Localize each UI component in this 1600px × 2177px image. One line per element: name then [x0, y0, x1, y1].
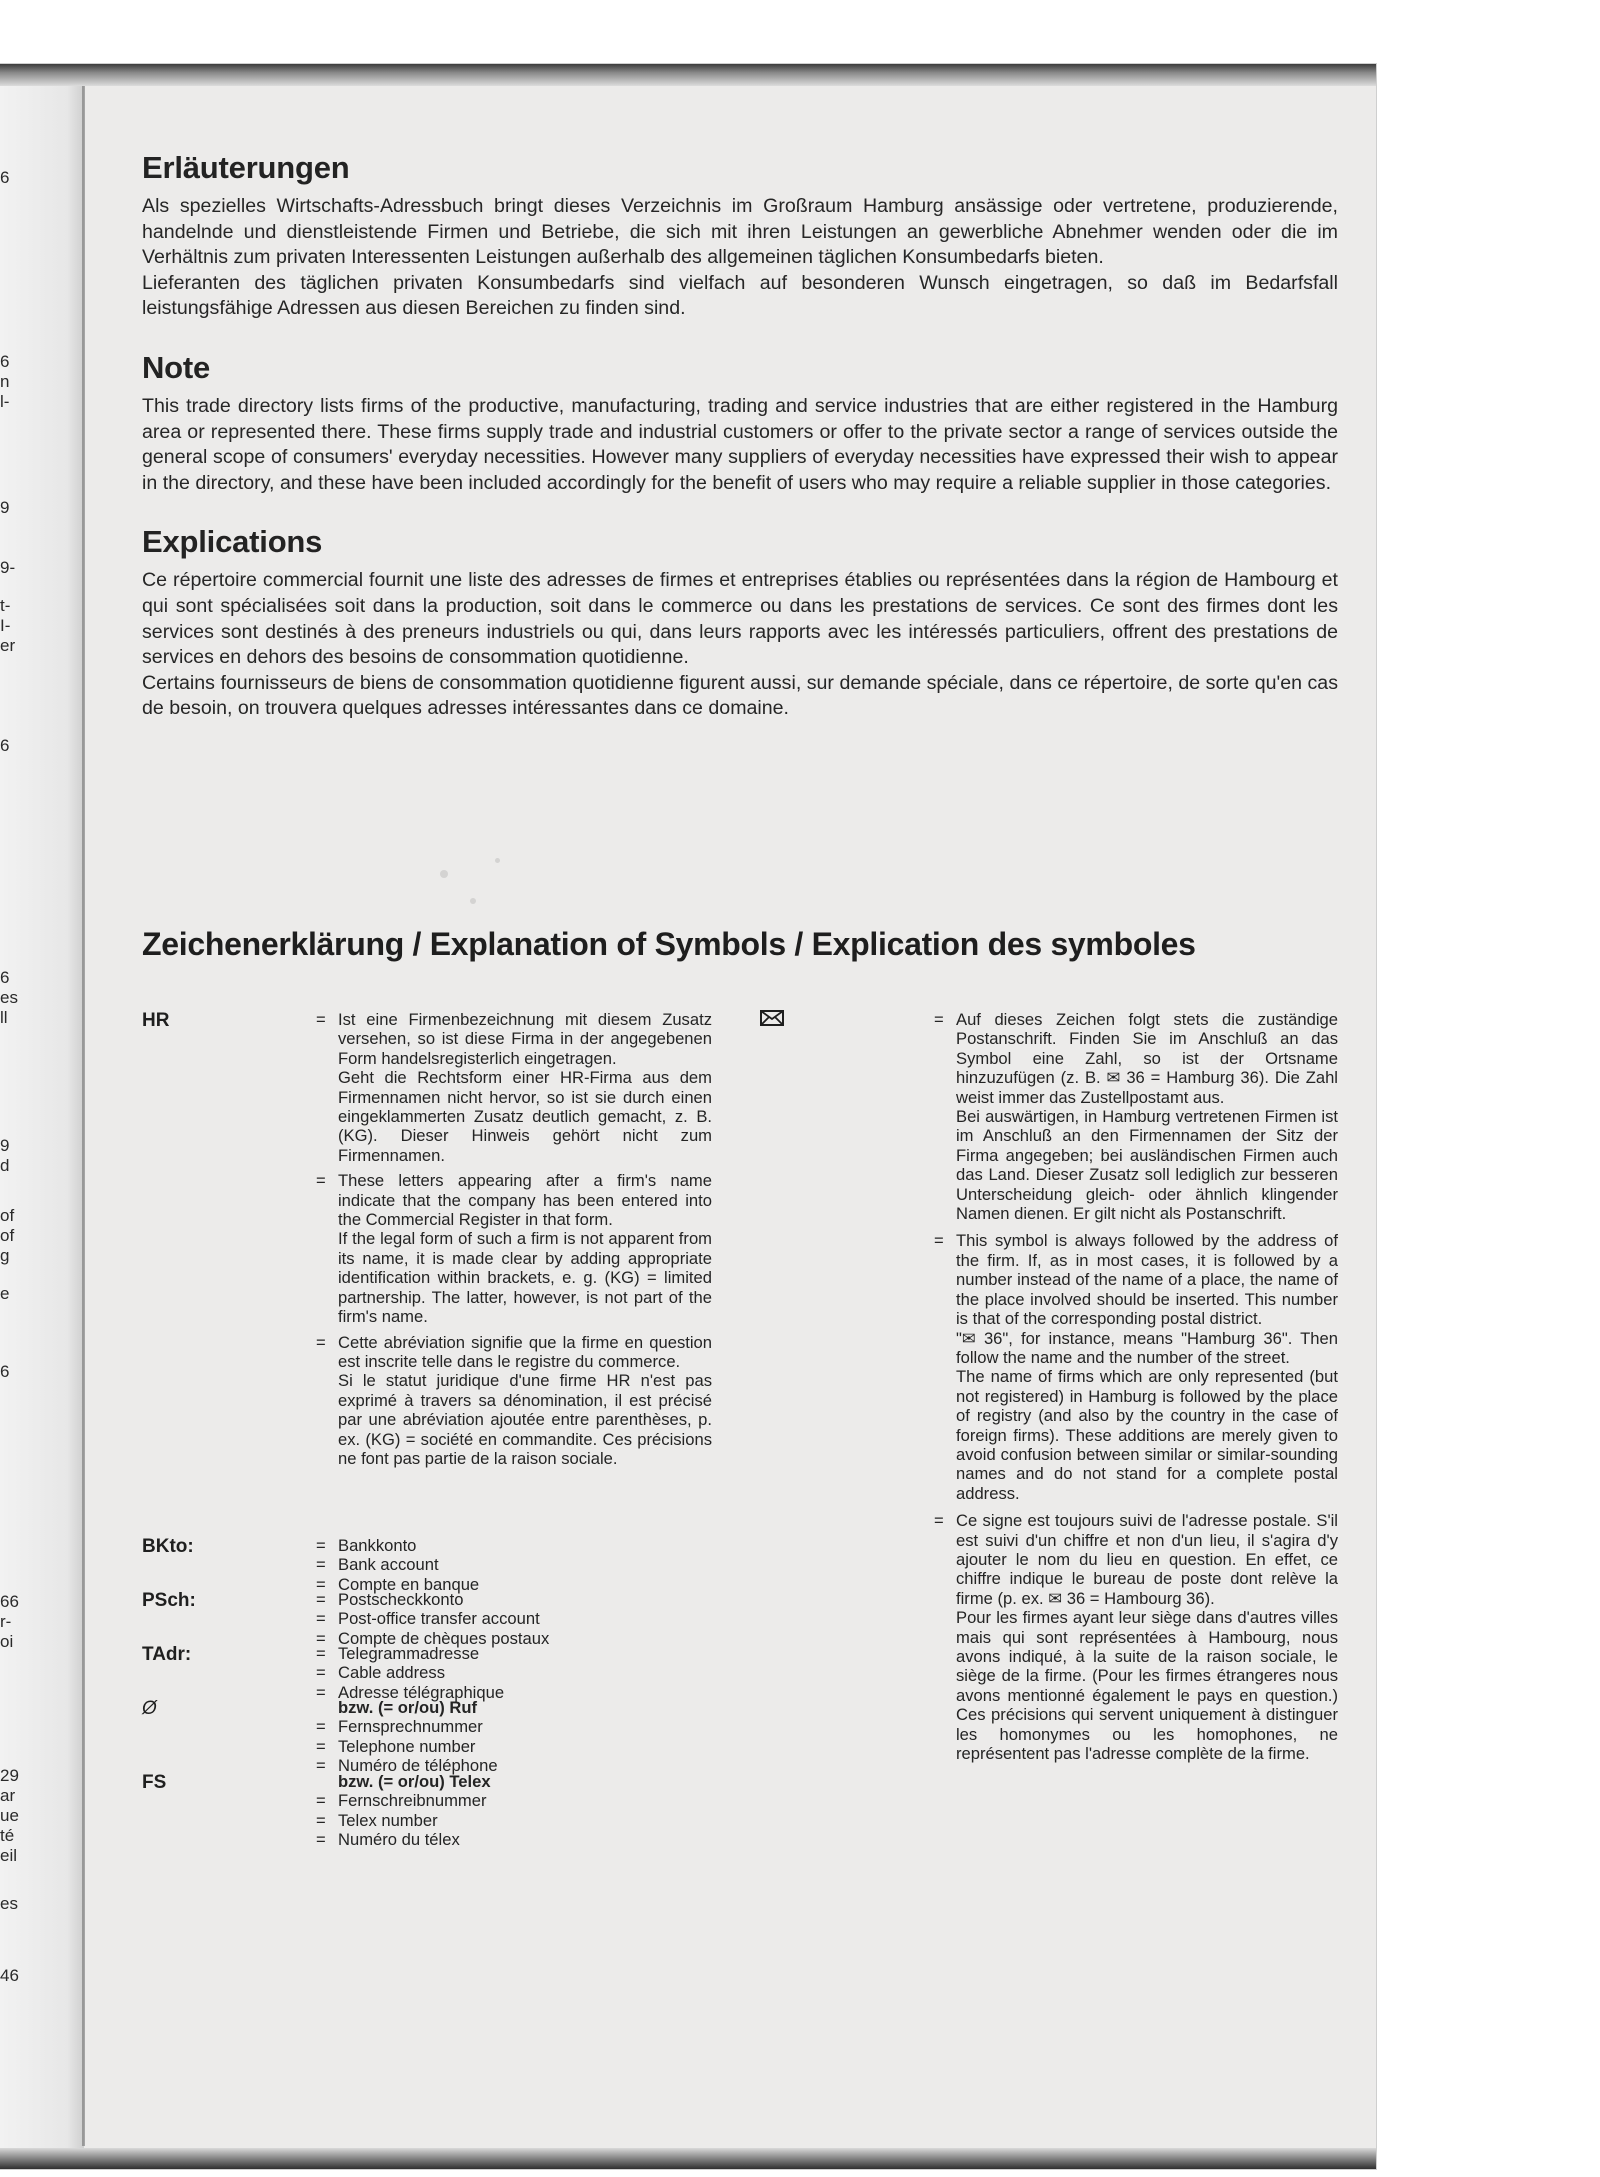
definition-text: Si le statut juridique d'une firme HR n'est pas exprimé à travers sa dénomination, il est précisé par une abréviation ajoutée entre parenthèses, p. ex. (KG) = société en commandite. Ces précisions ne font pas partie de la raison sociale.	[338, 1371, 712, 1468]
definition-text: Bei auswärtigen, in Hamburg vertretenen Firmen ist im Anschluß an den Firmennamen der Sitz der Firma angegeben; bei ausländischen Firmen auch das Land. Dieser Zusatz soll lediglich zur besseren Unterscheidung gleich- oder ähnlich klingender Namen dienen. Er gilt nicht als Postanschrift.	[956, 1107, 1338, 1224]
margin-fragment-text: 46	[0, 1966, 19, 1985]
margin-fragment-text: r-	[0, 1612, 12, 1631]
definition-item	[934, 1010, 1338, 1223]
equals-sign: =	[316, 1536, 326, 1555]
definition-text: Compte de chèques postaux	[338, 1628, 550, 1648]
section-heading-en: Note	[142, 349, 211, 385]
margin-fragment-text: té	[0, 1826, 15, 1845]
definition-text: "✉ 36", for instance, means "Hamburg 36". Then follow the name and the number of the street.	[956, 1328, 1338, 1367]
margin-fragment-text: 9	[0, 1136, 10, 1155]
equals-sign: =	[316, 1791, 326, 1811]
page-bottom-edge	[0, 2148, 1376, 2169]
equals-sign: =	[934, 1511, 944, 1531]
definition-text: Post-office transfer account	[338, 1609, 540, 1629]
symbol-entry	[142, 1590, 712, 1648]
definition-item	[316, 1717, 712, 1736]
margin-fragment-text: of	[0, 1226, 15, 1245]
envelope-icon	[760, 1010, 784, 1031]
margin-fragment	[0, 968, 24, 1028]
definition-text: Telephone number	[338, 1736, 476, 1756]
definition-item	[316, 1010, 712, 1165]
definition-text: Telex number	[338, 1810, 438, 1830]
margin-fragment-text: 6	[0, 736, 10, 755]
symbol-entry	[142, 1772, 712, 1850]
symbol-entry	[142, 1536, 712, 1594]
section-text-fr	[142, 568, 1338, 722]
paragraph: Certains fournisseurs de biens de consommation quotidienne figurent aussi, sur demande spéciale, dans ce répertoire, de sorte qu'en cas de besoin, on trouvera quelques adresses intéressantes dans ce domaine.	[142, 671, 1338, 720]
symbols-right-column	[760, 1010, 1338, 1763]
margin-fragment-text: I-	[0, 616, 11, 635]
definition-item	[316, 1536, 712, 1555]
margin-fragment-text: d	[0, 1156, 10, 1175]
symbol-definitions	[316, 1010, 712, 1468]
margin-fragment-text: g	[0, 1246, 10, 1265]
equals-sign: =	[316, 1644, 326, 1663]
symbol-definitions	[316, 1698, 712, 1776]
margin-fragment-text: e	[0, 1284, 10, 1303]
margin-fragment	[0, 1362, 24, 1382]
section-heading-de: Erläuterungen	[142, 150, 350, 185]
paragraph: This trade directory lists firms of the productive, manufacturing, trading and service industries that are either registered in the Hamburg area or represented there. These firms supply trade and industrial customers or offer to the private sector a range of services outside the general scope of consumers' everyday necessities. However many suppliers of everyday necessities have expressed their wish to appear in the directory, and these have been included accordingly for the benefit of users who may require a reliable supplier in those categories.	[142, 394, 1338, 494]
section-text-en	[142, 394, 1338, 496]
definition-item	[316, 1830, 712, 1849]
symbol-entry	[142, 1644, 712, 1702]
symbol-definitions	[316, 1536, 712, 1594]
margin-fragment-text: er	[0, 636, 16, 655]
margin-fragment-text: n	[0, 372, 10, 391]
definition-text: Cette abréviation signifie que la firme en question est inscrite telle dans le registre du commerce.	[338, 1332, 712, 1371]
definition-text: Fernsprechnummer	[338, 1717, 483, 1737]
margin-fragment-text: ll	[0, 1008, 8, 1027]
page-fold-line	[82, 86, 85, 2146]
paragraph: Als spezielles Wirtschafts-Adressbuch bringt dieses Verzeichnis im Großraum Hamburg ansässige oder vertretene, produzierende, handelnde und dienstleistende Firmen und Betriebe, die sich mit ihren Leistungen an gewerbliche Abnehmer wenden oder die im Verhältnis zum privaten Interessenten Leistungen außerhalb des allgemeinen täglichen Konsumbedarfs bieten.	[142, 195, 1338, 269]
section-french	[142, 524, 1338, 722]
paragraph: Ce répertoire commercial fournit une liste des adresses de firmes et entreprises établies ou représentées dans la région de Hambourg et qui sont spécialisées soit dans la production, soit dans le commerce ou dans les prestations de services. Ce sont des firmes dont les services sont destinés à des preneurs industriels ou qui, dans leurs rapports avec les intéressés particuliers, offrent des prestations de services en dehors des besoins de consommation quotidienne.	[142, 569, 1338, 669]
section-text-de	[142, 194, 1338, 322]
margin-fragment-text: 9-	[0, 558, 16, 577]
margin-fragment	[0, 1592, 24, 1652]
symbol-definitions	[316, 1644, 712, 1702]
margin-fragment	[0, 1284, 24, 1304]
definition-text: Geht die Rechtsform einer HR-Firma aus dem Firmennamen nicht hervor, so ist sie durch einen eingeklammerten Zusatz deutlich gemacht, z. B. (KG). Dieser Hinweis gehört nicht zum Firmennamen.	[338, 1068, 712, 1165]
margin-fragment-text: eil	[0, 1846, 18, 1865]
symbol-abbreviation: PSch:	[142, 1590, 196, 1611]
definition-text: Bank account	[338, 1555, 439, 1575]
equals-sign: =	[316, 1830, 326, 1850]
equals-sign: =	[316, 1332, 326, 1352]
margin-fragment-text: l-	[0, 392, 10, 411]
margin-fragment	[0, 1966, 24, 1986]
definition-text: Compte en banque	[338, 1574, 480, 1594]
margin-fragment-text: 29	[0, 1766, 19, 1785]
equals-sign: =	[316, 1736, 326, 1756]
symbol-abbreviation: Ø	[142, 1698, 157, 1719]
margin-fragment	[0, 1206, 24, 1266]
intro-sections	[142, 150, 1338, 722]
symbol-header: bzw. (= or/ou) Ruf	[338, 1698, 478, 1717]
definition-item	[316, 1171, 712, 1326]
margin-fragment	[0, 1136, 24, 1176]
margin-fragment-text: oi	[0, 1632, 14, 1651]
envelope-definitions	[934, 1010, 1338, 1763]
definition-item	[316, 1644, 712, 1663]
equals-sign: =	[316, 1609, 326, 1629]
equals-sign: =	[934, 1010, 944, 1029]
margin-fragment-text: 9	[0, 498, 10, 517]
definition-text: Adresse télégraphique	[338, 1682, 505, 1702]
ink-speck	[495, 858, 500, 863]
definition-item	[316, 1737, 712, 1756]
margin-fragment-text: es	[0, 1894, 18, 1913]
paragraph: Lieferanten des täglichen privaten Konsumbedarfs sind vielfach auf besonderen Wunsch eingetragen, so daß im Bedarfsfall leistungsfähige Adressen aus diesen Bereichen zu finden sind.	[142, 271, 1338, 320]
symbol-abbreviation: TAdr:	[142, 1644, 192, 1665]
margin-fragment-text: t-	[0, 596, 11, 615]
equals-sign: =	[934, 1231, 944, 1251]
definition-text: This symbol is always followed by the address of the firm. If, as in most cases, it is followed by a number instead of the name of a place, the name of the place involved should be inserted. This number is that of the corresponding postal district.	[956, 1231, 1338, 1329]
margin-fragment	[0, 596, 24, 656]
equals-sign: =	[316, 1171, 326, 1191]
margin-fragment-text: of	[0, 1206, 15, 1225]
equals-sign: =	[316, 1590, 326, 1609]
symbol-definitions	[316, 1772, 712, 1850]
symbol-header: bzw. (= or/ou) Telex	[338, 1772, 491, 1791]
symbol-abbreviation: BKto:	[142, 1536, 194, 1557]
margin-fragment	[0, 1766, 24, 1866]
equals-sign: =	[316, 1628, 326, 1648]
equals-sign: =	[316, 1682, 326, 1702]
symbol-abbreviation: HR	[142, 1010, 170, 1031]
definition-item	[316, 1791, 712, 1810]
margin-fragment	[0, 498, 24, 518]
margin-fragment	[0, 558, 24, 578]
definition-text: The name of firms which are only represented (but not registered) in Hamburg is followed by the place of registry (and also by the country in the case of foreign firms). These additions are merely given to avoid confusion between similar or similar-sounding names and do not stand for a complete postal address.	[956, 1367, 1338, 1503]
margin-fragment-text: 6	[0, 168, 10, 187]
equals-sign: =	[316, 1756, 326, 1776]
definition-text: Ce signe est toujours suivi de l'adresse postale. S'il est suivi d'un chiffre et non d'un lieu, il s'agira d'y ajouter le nom du lieu en question. En effet, ce chiffre indique le bureau de poste dont relève la firme (p. ex. ✉ 36 = Hambourg 36).	[956, 1511, 1338, 1608]
symbol-entry	[142, 1698, 712, 1776]
margin-fragment-text: ue	[0, 1806, 19, 1825]
margin-fragment-text: es	[0, 988, 18, 1007]
equals-sign: =	[316, 1555, 326, 1575]
section-english	[142, 350, 1338, 496]
definition-item	[316, 1333, 712, 1469]
equals-sign: =	[316, 1574, 326, 1594]
definition-item	[316, 1811, 712, 1830]
equals-sign: =	[316, 1663, 326, 1683]
margin-fragment-text: 66	[0, 1592, 19, 1611]
section-heading-fr: Explications	[142, 524, 323, 560]
equals-sign: =	[316, 1717, 326, 1737]
definition-text: Numéro du télex	[338, 1830, 460, 1850]
definition-item	[316, 1663, 712, 1682]
symbols-title: Zeichenerklärung / Explanation of Symbols / Explication des symboles	[142, 926, 1196, 962]
definition-text: Fernschreibnummer	[338, 1791, 487, 1811]
definition-text: Auf dieses Zeichen folgt stets die zuständige Postanschrift. Finden Sie im Anschluß an das Symbol eine Zahl, so ist der Ortsname hinzuzufügen (z. B. ✉ 36 = Hamburg 36). Die Zahl weist immer das Zustellpostamt aus.	[956, 1010, 1338, 1107]
margin-fragment	[0, 1894, 24, 1914]
definition-text: Cable address	[338, 1663, 446, 1683]
margin-fragment	[0, 352, 24, 412]
definition-item	[934, 1511, 1338, 1763]
margin-fragment-text: 6	[0, 1362, 10, 1381]
margin-fragment	[0, 168, 24, 188]
page-top-edge	[0, 64, 1376, 86]
margin-fragment	[0, 736, 24, 756]
margin-fragment-text: ar	[0, 1786, 16, 1805]
definition-text: Numéro de téléphone	[338, 1756, 498, 1776]
equals-sign: =	[316, 1010, 326, 1029]
symbol-definitions	[316, 1590, 712, 1648]
definition-text: Bankkonto	[338, 1536, 417, 1555]
definition-item	[316, 1555, 712, 1574]
symbol-entry	[142, 1010, 712, 1468]
definition-item	[934, 1231, 1338, 1503]
definition-text: Pour les firmes ayant leur siège dans d'autres villes mais qui sont représentées à Hambourg, nous avons indiqué, à la suite de la raison sociale, le siège de la firme. (Pour les firmes étrangeres nous avons mentionné également le pays en question.) Ces précisions qui servent uniquement à distinguer les homonymes ou les homophones, ne représentent pas l'adresse complète de la firme.	[956, 1608, 1338, 1764]
ink-speck	[470, 898, 476, 904]
definition-text: Telegrammadresse	[338, 1644, 480, 1663]
symbol-abbreviation: FS	[142, 1772, 167, 1793]
margin-fragment-text: 6	[0, 968, 10, 987]
ink-speck	[440, 870, 448, 878]
definition-text: If the legal form of such a firm is not apparent from its name, it is made clear by adding appropriate identification within brackets, e. g. (KG) = limited partnership. The latter, however, is not part of the firm's name.	[338, 1229, 712, 1327]
definition-text: Ist eine Firmenbezeichnung mit diesem Zusatz versehen, so ist diese Firma in der angegebenen Form handelsregisterlich eingetragen.	[338, 1010, 712, 1068]
margin-fragment-text: 6	[0, 352, 10, 371]
definition-text: These letters appearing after a firm's name indicate that the company has been entered into the Commercial Register in that form.	[338, 1171, 712, 1230]
definition-item	[316, 1590, 712, 1609]
equals-sign: =	[316, 1810, 326, 1830]
section-german	[142, 150, 1338, 322]
definition-item	[316, 1609, 712, 1628]
definition-text: Postscheckkonto	[338, 1590, 464, 1609]
